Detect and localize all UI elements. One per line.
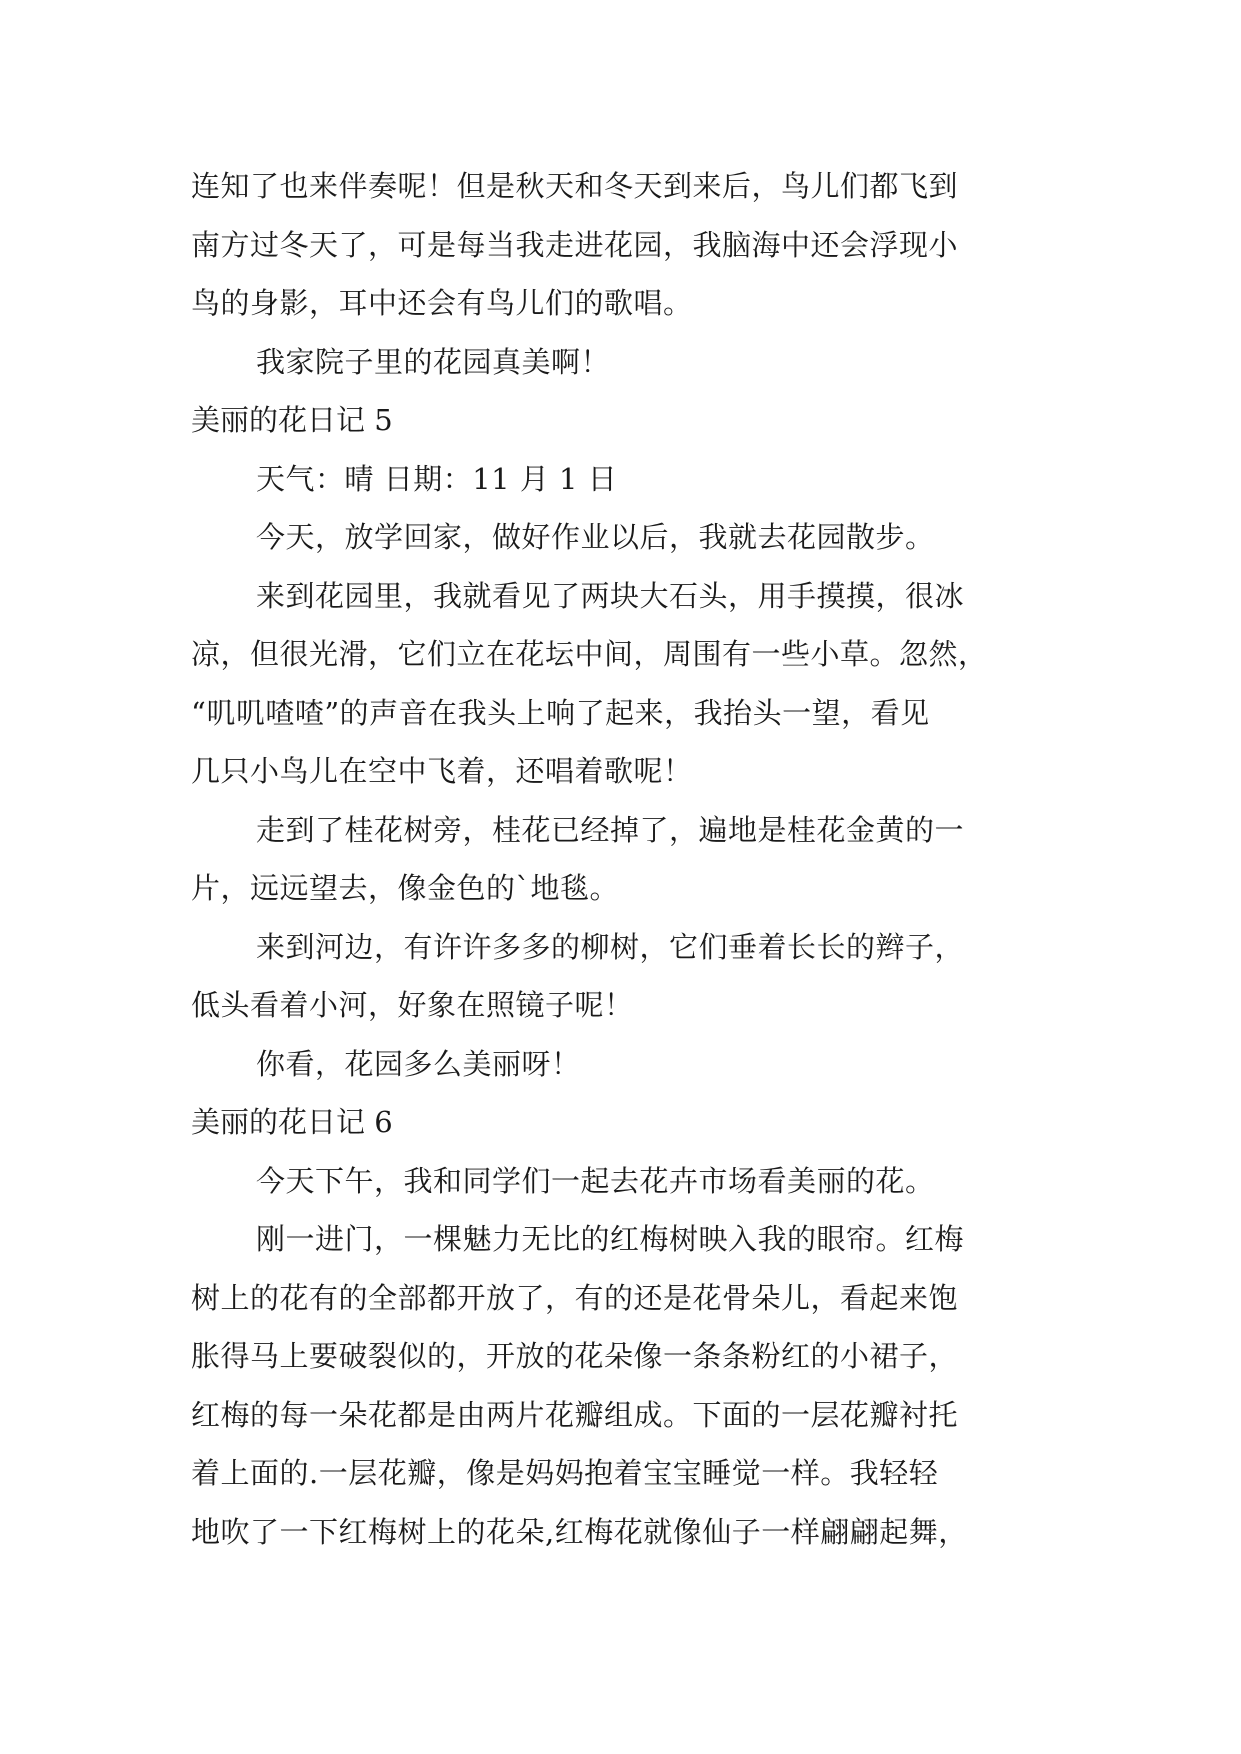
text-line: 着上面的.一层花瓣，像是妈妈抱着宝宝睡觉一样。我轻轻: [191, 1456, 939, 1490]
text-line: 来到花园里，我就看见了两块大石头，用手摸摸，很冰: [256, 578, 965, 613]
text-line: 刚一进门，一棵魅力无比的红梅树映入我的眼帘。红梅: [256, 1222, 965, 1256]
text-line: “叽叽喳喳”的声音在我头上响了起来，我抬头一望，看见: [191, 695, 930, 730]
text-line: 今天，放学回家，做好作业以后，我就去花园散步。: [256, 520, 935, 554]
text-line: 今天下午，我和同学们一起去花卉市场看美丽的花。: [256, 1163, 935, 1198]
text-line: 红梅的每一朵花都是由两片花瓣组成。下面的一层花瓣衬托: [191, 1397, 959, 1432]
section-heading: 美丽的花日记 5: [191, 403, 393, 437]
text-line: 地吹了一下红梅树上的花朵,红梅花就像仙子一样翩翩起舞，: [191, 1514, 968, 1549]
text-line: 鸟的身影，耳中还会有鸟儿们的歌唱。: [191, 286, 693, 320]
text-line: 凉，但很光滑，它们立在花坛中间，周围有一些小草。忽然，: [191, 637, 988, 671]
text-line: 连知了也来伴奏呢！但是秋天和冬天到来后，鸟儿们都飞到: [191, 169, 959, 203]
text-line: 南方过冬天了，可是每当我走进花园，我脑海中还会浮现小: [191, 227, 959, 262]
document-body: [191, 157, 1051, 1561]
weather-date-line: 天气：晴 日期：11 月 1 日: [256, 461, 618, 496]
text-line: 你看，花园多么美丽呀！: [256, 1046, 581, 1081]
text-line: 来到河边，有许许多多的柳树，它们垂着长长的辫子，: [256, 929, 965, 964]
section-heading: 美丽的花日记 6: [191, 1105, 393, 1139]
text-line: 低头看着小河，好象在照镜子呢！: [191, 988, 634, 1022]
text-line: 胀得马上要破裂似的，开放的花朵像一条条粉红的小裙子，: [191, 1339, 959, 1373]
text-line: 几只小鸟儿在空中飞着，还唱着歌呢！: [191, 754, 693, 788]
text-line: 树上的花有的全部都开放了，有的还是花骨朵儿，看起来饱: [191, 1280, 959, 1315]
text-line: 我家院子里的花园真美啊！: [256, 344, 611, 379]
text-line: 片，远远望去，像金色的`地毯。: [191, 871, 620, 905]
text-line: 走到了桂花树旁，桂花已经掉了，遍地是桂花金黄的一: [256, 812, 965, 847]
